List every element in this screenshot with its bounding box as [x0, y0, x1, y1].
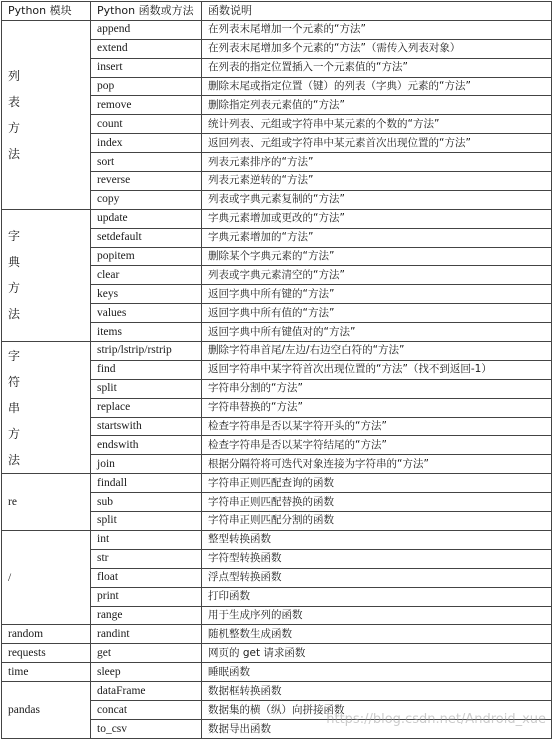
method-cell: values: [91, 304, 202, 323]
method-cell: split: [91, 379, 202, 398]
method-cell: popitem: [91, 247, 202, 266]
description-cell: 字符串替换的“方法”: [202, 398, 552, 417]
method-cell: split: [91, 512, 202, 531]
description-cell: 列表或字典元素清空的“方法”: [202, 266, 552, 285]
header-function: Python 函数或方法: [91, 2, 202, 21]
description-cell: 字符串正则匹配查询的函数: [202, 474, 552, 493]
method-cell: find: [91, 360, 202, 379]
description-cell: 检查字符串是否以某字符结尾的“方法”: [202, 436, 552, 455]
description-cell: 浮点型转换函数: [202, 568, 552, 587]
description-cell: 随机整数生成函数: [202, 625, 552, 644]
description-cell: 字典元素增加或更改的“方法”: [202, 209, 552, 228]
method-cell: extend: [91, 39, 202, 58]
method-cell: keys: [91, 285, 202, 304]
description-cell: 返回字符串中某字符首次出现位置的“方法”（找不到返回-1）: [202, 360, 552, 379]
module-name: pandas: [8, 704, 40, 717]
description-cell: 删除指定列表元素值的“方法”: [202, 96, 552, 115]
method-cell: sub: [91, 493, 202, 512]
method-cell: pop: [91, 77, 202, 96]
description-cell: 字符串正则匹配替换的函数: [202, 493, 552, 512]
method-cell: sort: [91, 153, 202, 172]
table-row: [2, 209, 552, 228]
table-row: [2, 530, 552, 549]
module-cell: [2, 644, 91, 663]
description-cell: 返回列表、元组或字符串中某元素首次出现位置的“方法”: [202, 134, 552, 153]
description-cell: 数据导出函数: [202, 720, 552, 739]
description-cell: 字符型转换函数: [202, 549, 552, 568]
module-cell: [2, 20, 91, 209]
module-cell: [2, 625, 91, 644]
method-cell: endswith: [91, 436, 202, 455]
description-cell: 删除字符串首尾/左边/右边空白符的“方法”: [202, 342, 552, 361]
method-cell: insert: [91, 58, 202, 77]
description-cell: 在列表末尾增加多个元素的“方法”（需传入列表对象）: [202, 39, 552, 58]
method-cell: replace: [91, 398, 202, 417]
method-cell: range: [91, 606, 202, 625]
description-cell: 数据集的横（纵）向拼接函数: [202, 701, 552, 720]
method-cell: findall: [91, 474, 202, 493]
method-cell: dataFrame: [91, 682, 202, 701]
method-cell: append: [91, 20, 202, 39]
description-cell: 数据框转换函数: [202, 682, 552, 701]
description-cell: 返回字典中所有键值对的“方法”: [202, 323, 552, 342]
description-cell: 睡眠函数: [202, 663, 552, 682]
method-cell: startswith: [91, 417, 202, 436]
method-cell: update: [91, 209, 202, 228]
description-cell: 字符串分割的“方法”: [202, 379, 552, 398]
method-cell: float: [91, 568, 202, 587]
python-functions-table: [1, 1, 552, 739]
method-cell: int: [91, 530, 202, 549]
method-cell: index: [91, 134, 202, 153]
module-name: requests: [8, 647, 46, 660]
module-cell: [2, 530, 91, 624]
module-cell: [2, 663, 91, 682]
description-cell: 返回字典中所有值的“方法”: [202, 304, 552, 323]
method-cell: setdefault: [91, 228, 202, 247]
method-cell: print: [91, 587, 202, 606]
table-row: [2, 474, 552, 493]
method-cell: sleep: [91, 663, 202, 682]
method-cell: get: [91, 644, 202, 663]
table-row: [2, 682, 552, 701]
method-cell: items: [91, 323, 202, 342]
description-cell: 网页的 get 请求函数: [202, 644, 552, 663]
method-cell: join: [91, 455, 202, 474]
table-row: [2, 644, 552, 663]
header-row: [2, 2, 552, 21]
method-cell: remove: [91, 96, 202, 115]
table-row: [2, 20, 552, 39]
module-cell: [2, 209, 91, 341]
description-cell: 在列表的指定位置插入一个元素值的“方法”: [202, 58, 552, 77]
description-cell: 检查字符串是否以某字符开头的“方法”: [202, 417, 552, 436]
description-cell: 字典元素增加的“方法”: [202, 228, 552, 247]
description-cell: 删除某个字典元素的“方法”: [202, 247, 552, 266]
method-cell: copy: [91, 190, 202, 209]
module-name: 字 符 串 方 法: [8, 348, 21, 467]
module-name: 字 典 方 法: [8, 229, 21, 322]
description-cell: 整型转换函数: [202, 530, 552, 549]
header-description: 函数说明: [202, 2, 552, 21]
module-name: random: [8, 628, 44, 641]
module-name: re: [8, 496, 17, 509]
description-cell: 列表元素逆转的“方法”: [202, 172, 552, 191]
method-cell: strip/lstrip/rstrip: [91, 342, 202, 361]
description-cell: 列表元素排序的“方法”: [202, 153, 552, 172]
method-cell: clear: [91, 266, 202, 285]
description-cell: 统计列表、元组或字符串中某元素的个数的“方法”: [202, 115, 552, 134]
module-cell: [2, 342, 91, 474]
table-row: [2, 625, 552, 644]
method-cell: str: [91, 549, 202, 568]
module-cell: [2, 682, 91, 739]
table-row: [2, 342, 552, 361]
description-cell: 用于生成序列的函数: [202, 606, 552, 625]
description-cell: 打印函数: [202, 587, 552, 606]
description-cell: 在列表末尾增加一个元素的“方法”: [202, 20, 552, 39]
watermark: https://blog.csdn.net/Android_xue: [326, 712, 546, 727]
table-row: [2, 663, 552, 682]
description-cell: 根据分隔符将可迭代对象连接为字符串的“方法”: [202, 455, 552, 474]
module-name: /: [8, 571, 12, 584]
module-cell: [2, 474, 91, 531]
table-body: [2, 20, 552, 738]
module-name: time: [8, 666, 29, 679]
description-cell: 字符串正则匹配分割的函数: [202, 512, 552, 531]
header-module: Python 模块: [2, 2, 91, 21]
method-cell: randint: [91, 625, 202, 644]
module-name: 列 表 方 法: [8, 68, 21, 161]
description-cell: 列表或字典元素复制的“方法”: [202, 190, 552, 209]
method-cell: count: [91, 115, 202, 134]
method-cell: reverse: [91, 172, 202, 191]
method-cell: concat: [91, 701, 202, 720]
description-cell: 删除末尾或指定位置（键）的列表（字典）元素的“方法”: [202, 77, 552, 96]
method-cell: to_csv: [91, 720, 202, 739]
description-cell: 返回字典中所有键的“方法”: [202, 285, 552, 304]
